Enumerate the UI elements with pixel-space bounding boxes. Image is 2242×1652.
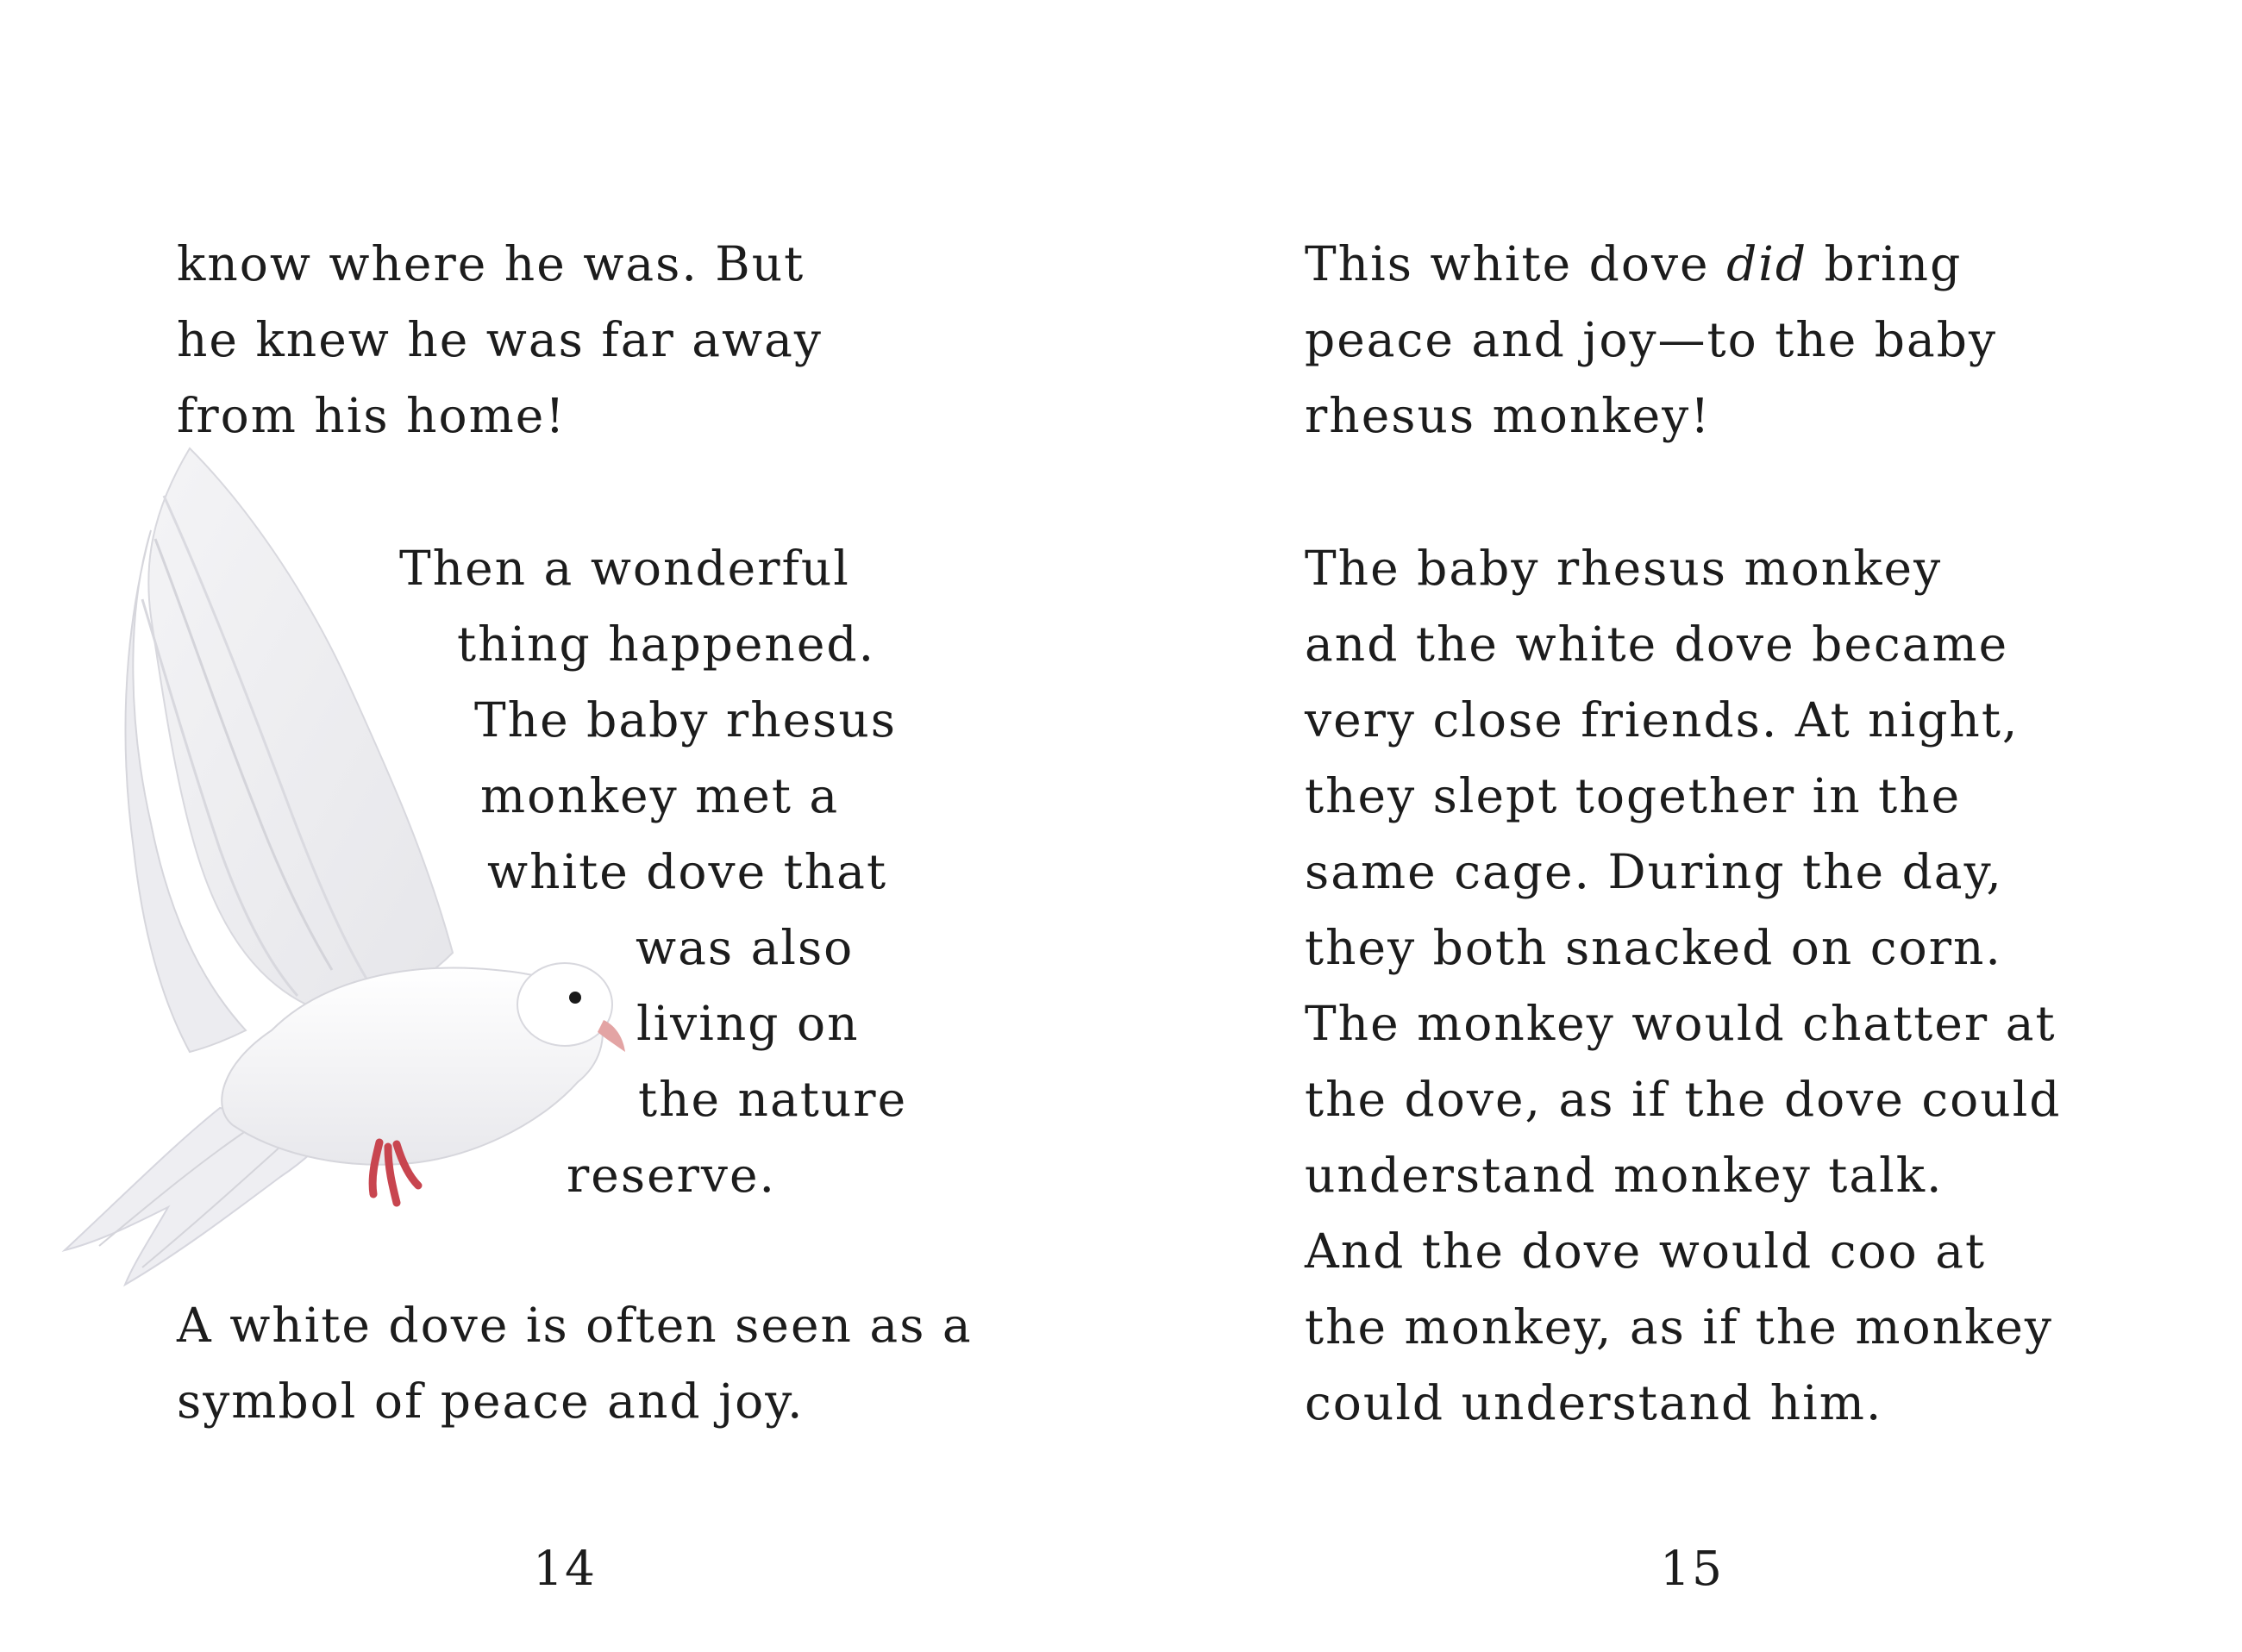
text-line: the dove, as if the dove could [1305, 1072, 2062, 1127]
text-line: rhesus monkey! [1305, 388, 1712, 443]
page-number: 14 [533, 1541, 597, 1596]
text-line: The baby rhesus monkey [1305, 541, 1943, 596]
text-line: And the dove would coo at [1305, 1223, 1987, 1279]
emphasis-text: did [1726, 236, 1808, 291]
text-line: The monkey would chatter at [1305, 996, 2057, 1051]
text-segment: bring [1807, 236, 1963, 291]
text-line: Then a wonderful [399, 541, 850, 596]
text-line: peace and joy—to the baby [1305, 312, 1998, 367]
text-line: the nature [638, 1072, 908, 1127]
text-line: and the white dove became [1305, 616, 2009, 672]
text-line: could understand him. [1305, 1375, 1883, 1430]
text-line: know where he was. But [177, 236, 805, 291]
text-line: understand monkey talk. [1305, 1148, 1944, 1203]
text-line: living on [636, 996, 860, 1051]
text-line: thing happened. [457, 616, 876, 672]
text-line: white dove that [487, 844, 888, 899]
text-line: from his home! [177, 388, 567, 443]
text-line: reserve. [567, 1148, 777, 1203]
text-line: the monkey, as if the monkey [1305, 1299, 2053, 1355]
text-line: The baby rhesus [474, 692, 898, 748]
text-line [1305, 226, 1962, 302]
text-line: monkey met a [480, 768, 840, 823]
page-number: 15 [1660, 1541, 1724, 1596]
text-line: same cage. During the day, [1305, 844, 2003, 899]
text-segment: This white dove [1305, 236, 1727, 291]
text-line: he knew he was far away [177, 312, 823, 367]
text-line: they both snacked on corn. [1305, 920, 2002, 975]
text-line: very close friends. At night, [1305, 692, 2020, 748]
text-line: was also [636, 920, 855, 975]
right-page [1121, 0, 2242, 1652]
text-line: A white dove is often seen as a [177, 1298, 973, 1353]
text-line: symbol of peace and joy. [177, 1374, 805, 1429]
text-line: they slept together in the [1305, 768, 1962, 823]
